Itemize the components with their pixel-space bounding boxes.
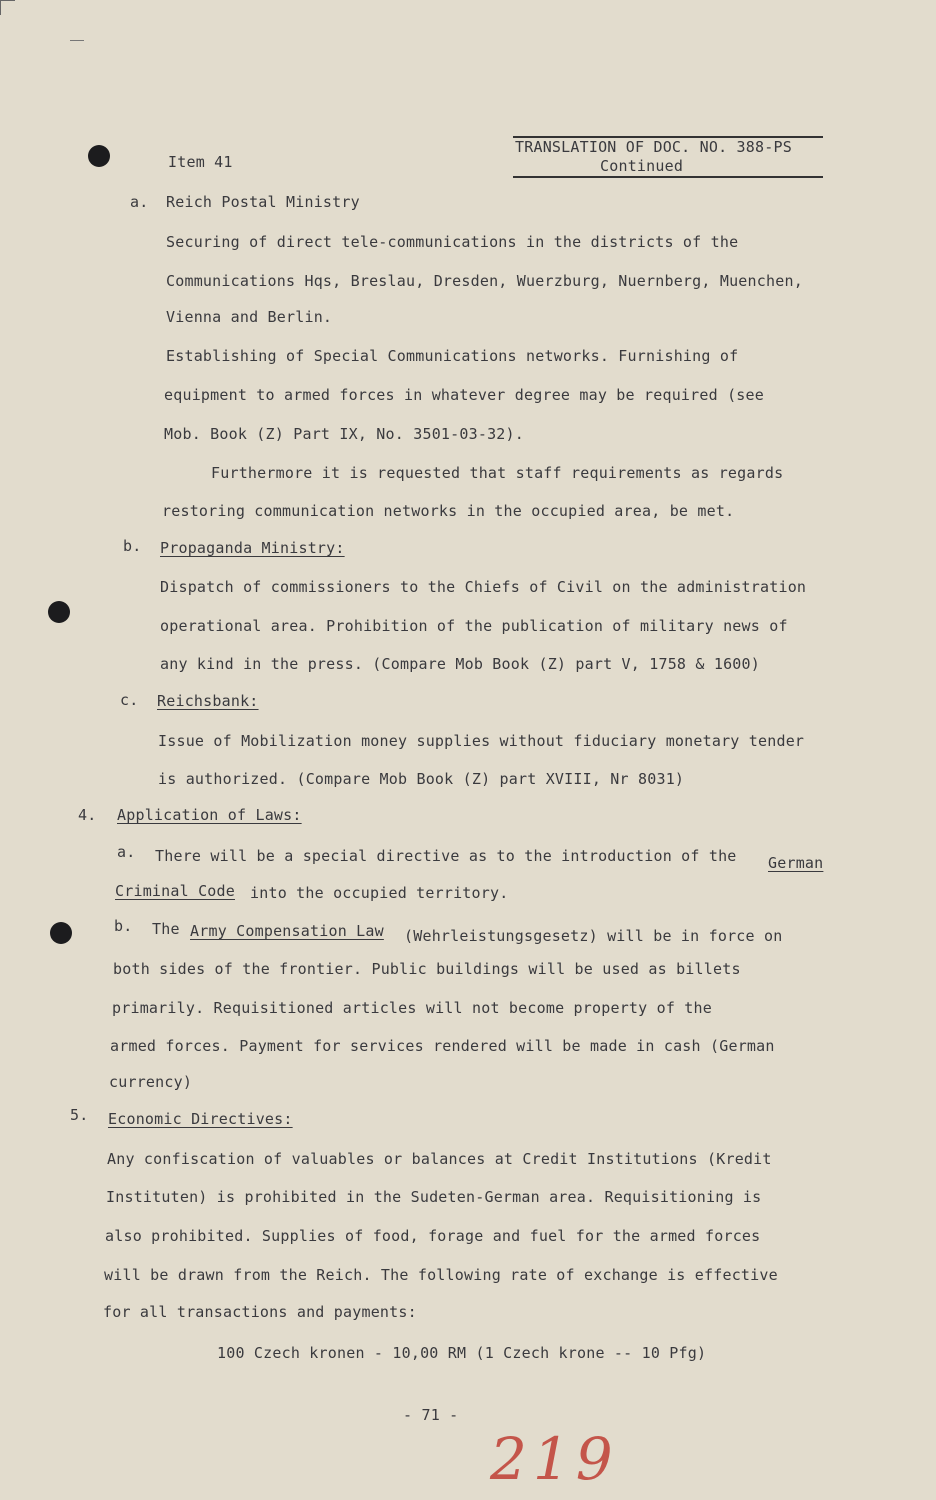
- army-compensation-law: Army Compensation Law: [190, 922, 384, 940]
- punch-hole: [50, 922, 72, 944]
- section-5-line: Instituten) is prohibited in the Sudeten-German area. Requisitioning is: [106, 1188, 762, 1206]
- section-4a-line: There will be a special directive as to the introduction of the: [155, 847, 737, 865]
- section-b-line: operational area. Prohibition of the publication of military news of: [160, 617, 788, 635]
- section-4b-line: armed forces. Payment for services rendered will be made in cash (German: [110, 1037, 775, 1055]
- section-a-line: Establishing of Special Communications networks. Furnishing of: [166, 347, 739, 365]
- section-a-line: Vienna and Berlin.: [166, 308, 333, 326]
- section-4b-line: (Wehrleistungsgesetz) will be in force on: [404, 927, 783, 945]
- section-a-line: equipment to armed forces in whatever degree may be required (see: [164, 386, 764, 404]
- punch-hole: [48, 601, 70, 623]
- item-label: Item 41: [168, 153, 233, 171]
- section-4b-label: b.: [114, 917, 133, 935]
- section-5-line: for all transactions and payments:: [103, 1303, 417, 1321]
- section-a-line: Furthermore it is requested that staff requirements as regards: [211, 464, 784, 482]
- section-b-title: Propaganda Ministry:: [160, 539, 345, 557]
- section-5-line: will be drawn from the Reich. The following rate of exchange is effective: [104, 1266, 778, 1284]
- section-b-label: b.: [123, 537, 142, 555]
- section-b-line: any kind in the press. (Compare Mob Book (Z) part V, 1758 & 1600): [160, 655, 760, 673]
- section-a-line: restoring communication networks in the occupied area, be met.: [162, 502, 735, 520]
- handwritten-page-stamp: 219: [490, 1425, 619, 1493]
- section-5-line: Any confiscation of valuables or balances at Credit Institutions (Kredit: [107, 1150, 772, 1168]
- section-a-line: Communications Hqs, Breslau, Dresden, Wuerzburg, Nuernberg, Muenchen,: [166, 272, 803, 290]
- section-4-title: Application of Laws:: [117, 806, 302, 824]
- section-c-line: Issue of Mobilization money supplies without fiduciary monetary tender: [158, 732, 805, 750]
- section-5-title: Economic Directives:: [108, 1110, 293, 1128]
- doc-title: TRANSLATION OF DOC. NO. 388-PS: [515, 138, 792, 156]
- section-a-label: a.: [130, 193, 149, 211]
- criminal-code-underlined: Criminal Code: [115, 882, 235, 900]
- section-c-label: c.: [120, 691, 139, 709]
- section-5-label: 5.: [70, 1106, 89, 1124]
- section-c-line: is authorized. (Compare Mob Book (Z) part XVIII, Nr 8031): [158, 770, 685, 788]
- section-5-line: also prohibited. Supplies of food, forage and fuel for the armed forces: [105, 1227, 761, 1245]
- section-4b-line: both sides of the frontier. Public buildings will be used as billets: [113, 960, 741, 978]
- section-4b-line: currency): [109, 1073, 193, 1091]
- section-a-line: Securing of direct tele-communications in the districts of the: [166, 233, 739, 251]
- exchange-rate: 100 Czech kronen - 10,00 RM (1 Czech krone -- 10 Pfg): [217, 1344, 707, 1362]
- german-underlined: German: [768, 854, 824, 872]
- page-number: - 71 -: [403, 1406, 459, 1424]
- margin-dash: [70, 40, 84, 41]
- section-4a-label: a.: [117, 843, 136, 861]
- section-c-title: Reichsbank:: [157, 692, 259, 710]
- section-4b-line: primarily. Requisitioned articles will not become property of the: [112, 999, 712, 1017]
- punch-hole: [88, 145, 110, 167]
- section-a-line: Mob. Book (Z) Part IX, No. 3501-03-32).: [164, 425, 524, 443]
- section-4a-line: into the occupied territory.: [250, 884, 509, 902]
- continued-label: Continued: [600, 157, 684, 175]
- section-a-title: Reich Postal Ministry: [166, 193, 360, 211]
- section-4b-the: The: [152, 920, 180, 938]
- section-4-label: 4.: [78, 806, 97, 824]
- header-rule-bottom: [513, 176, 823, 178]
- section-b-line: Dispatch of commissioners to the Chiefs of Civil on the administration: [160, 578, 807, 596]
- corner-mark: [0, 0, 15, 15]
